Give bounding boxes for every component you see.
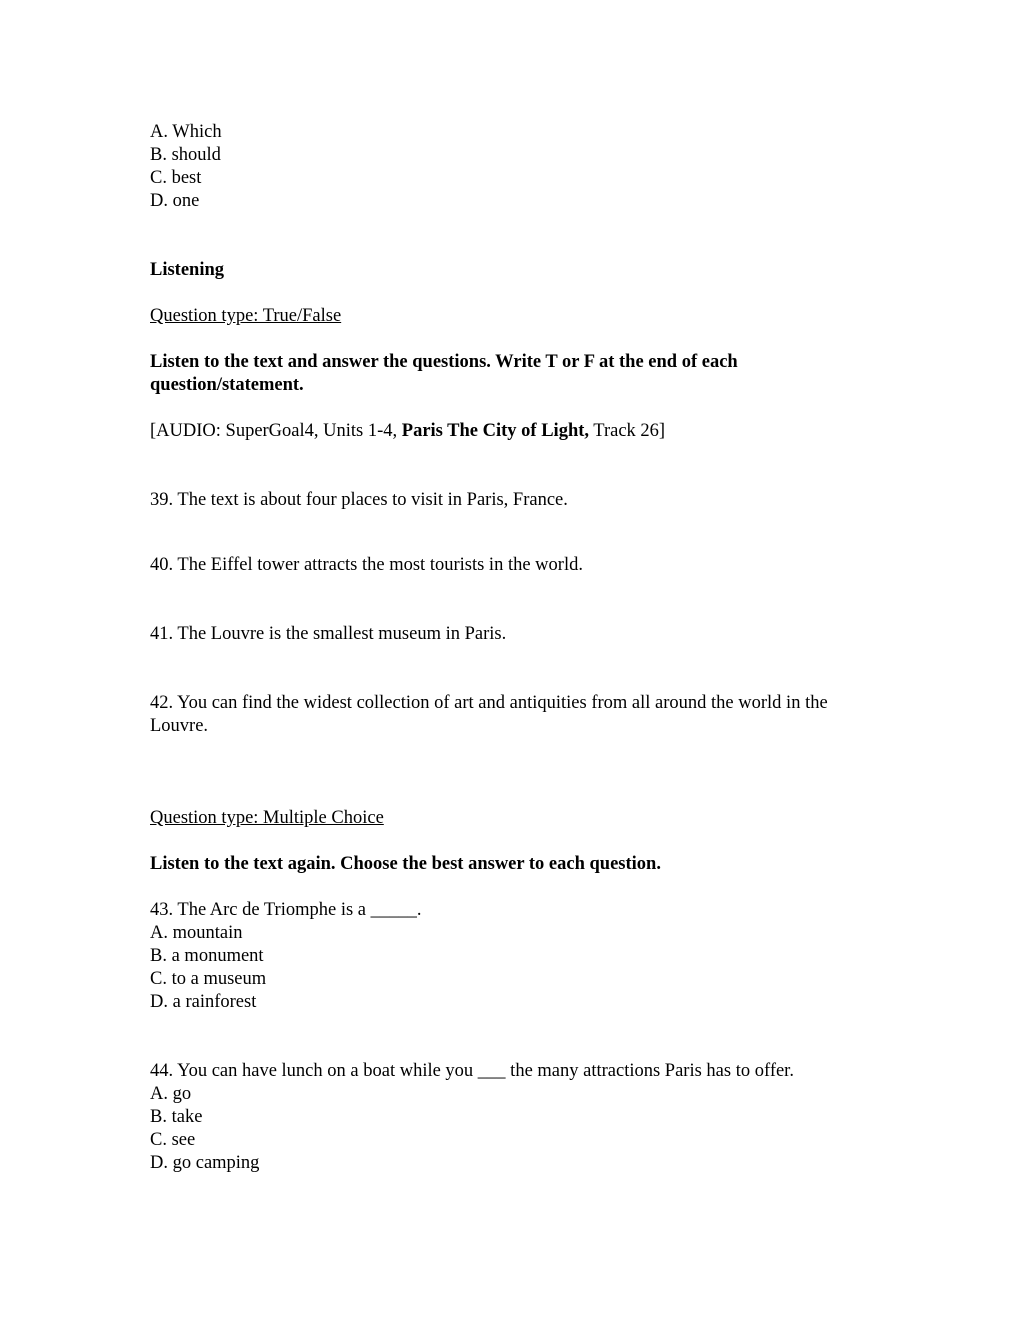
tf-item-40: 40. The Eiffel tower attracts the most tourists in the world. [150,555,583,575]
audio-suffix: Track 26] [589,421,666,441]
audio-title: Paris The City of Light, [401,421,590,441]
option-b: B. should [150,145,221,165]
q44-option-c: C. see [150,1130,196,1150]
mc-question-44: 44. You can have lunch on a boat while you ___ the many attractions Paris has to offer. [150,1061,794,1081]
tf-instruction: Listen to the text and answer the questions. Write T or F at the end of each question/statement. [150,352,738,395]
q44-option-b: B. take [150,1107,203,1127]
q44-option-d: D. go camping [150,1153,260,1173]
mc-instruction: Listen to the text again. Choose the best answer to each question. [150,854,661,874]
option-d: D. one [150,191,200,211]
audio-reference [150,420,665,443]
mc-question-43: 43. The Arc de Triomphe is a _____. [150,900,422,920]
option-c: C. best [150,168,202,188]
option-a: A. Which [150,122,222,142]
q43-option-b: B. a monument [150,946,264,966]
tf-item-41: 41. The Louvre is the smallest museum in Paris. [150,624,507,644]
tf-question-type: Question type: True/False [150,306,342,326]
tf-item-39: 39. The text is about four places to visit in Paris, France. [150,490,568,510]
q43-option-d: D. a rainforest [150,992,257,1012]
section-heading: Listening [150,260,225,280]
tf-item-42: 42. You can find the widest collection of art and antiquities from all around the world in the Louvre. [150,693,828,736]
audio-prefix: [AUDIO: SuperGoal4, Units 1-4, [150,421,402,441]
q43-option-a: A. mountain [150,923,243,943]
q44-option-a: A. go [150,1084,192,1104]
q43-option-c: C. to a museum [150,969,267,989]
mc-question-type: Question type: Multiple Choice [150,808,384,828]
